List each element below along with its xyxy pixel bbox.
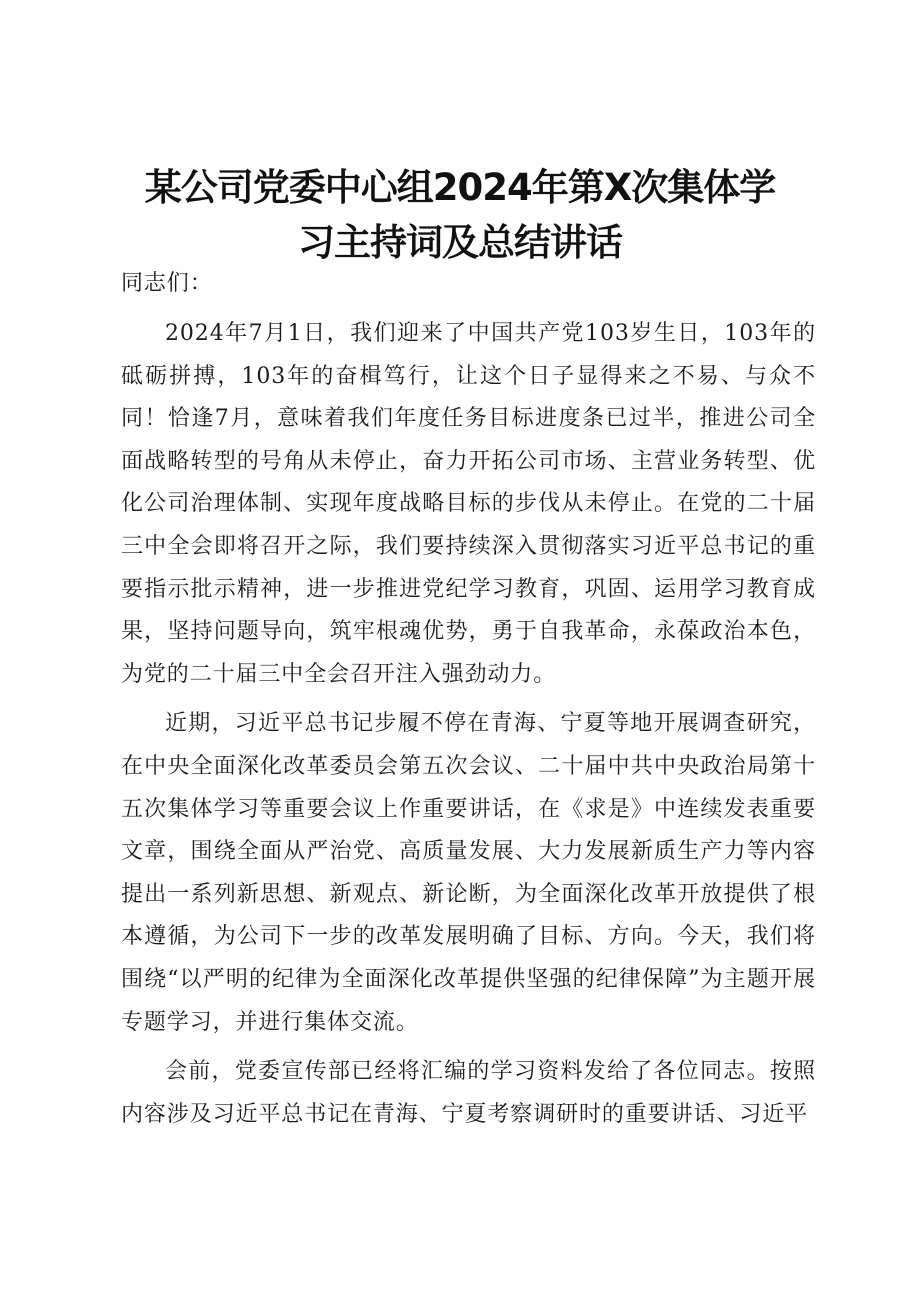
paragraph-2: 近期，习近平总书记步履不停在青海、宁夏等地开展调查研究，在中央全面深化改革委员会第五次会议、二十届中共中央政治局第十五次集体学习等重要会议上作重要讲话，在《求是》中连续发表重要文章，围绕全面从严治党、高质量发展、大力发展新质生产力等内容提出一系列新思想、新观点、新论断，为全面深化改革开放提供了根本遵循，为公司下一步的改革发展明确了目标、方向。今天，我们将围绕“以严明的纪律为全面深化改革提供坚强的纪律保障”为主题开展专题学习，并进行集体交流。	[121, 711, 816, 1035]
salutation: 同志们：	[121, 271, 213, 296]
document-title: 某公司党委中心组2024年第X次集体学习主持词及总结讲话	[144, 166, 776, 264]
document-body	[121, 263, 816, 1136]
paragraph-1: 2024年7月1日，我们迎来了中国共产党103岁生日，103年的砥砺拼搏，103年的奋楫笃行，让这个日子显得来之不易、与众不同！恰逢7月，意味着我们年度任务目标进度条已过半，推进公司全面战略转型的号角从未停止，奋力开拓公司市场、主营业务转型、优化公司治理体制、实现年度战略目标的步伐从未停止。在党的二十届三中全会即将召开之际，我们要持续深入贯彻落实习近平总书记的重要指示批示精神，进一步推进党纪学习教育，巩固、运用学习教育成果，坚持问题导向，筑牢根魂优势，勇于自我革命，永葆政治本色，为党的二十届三中全会召开注入强劲动力。	[121, 321, 816, 687]
paragraph-3: 会前，党委宣传部已经将汇编的学习资料发给了各位同志。按照内容涉及习近平总书记在青海、宁夏考察调研时的重要讲话、习近平	[121, 1059, 816, 1127]
